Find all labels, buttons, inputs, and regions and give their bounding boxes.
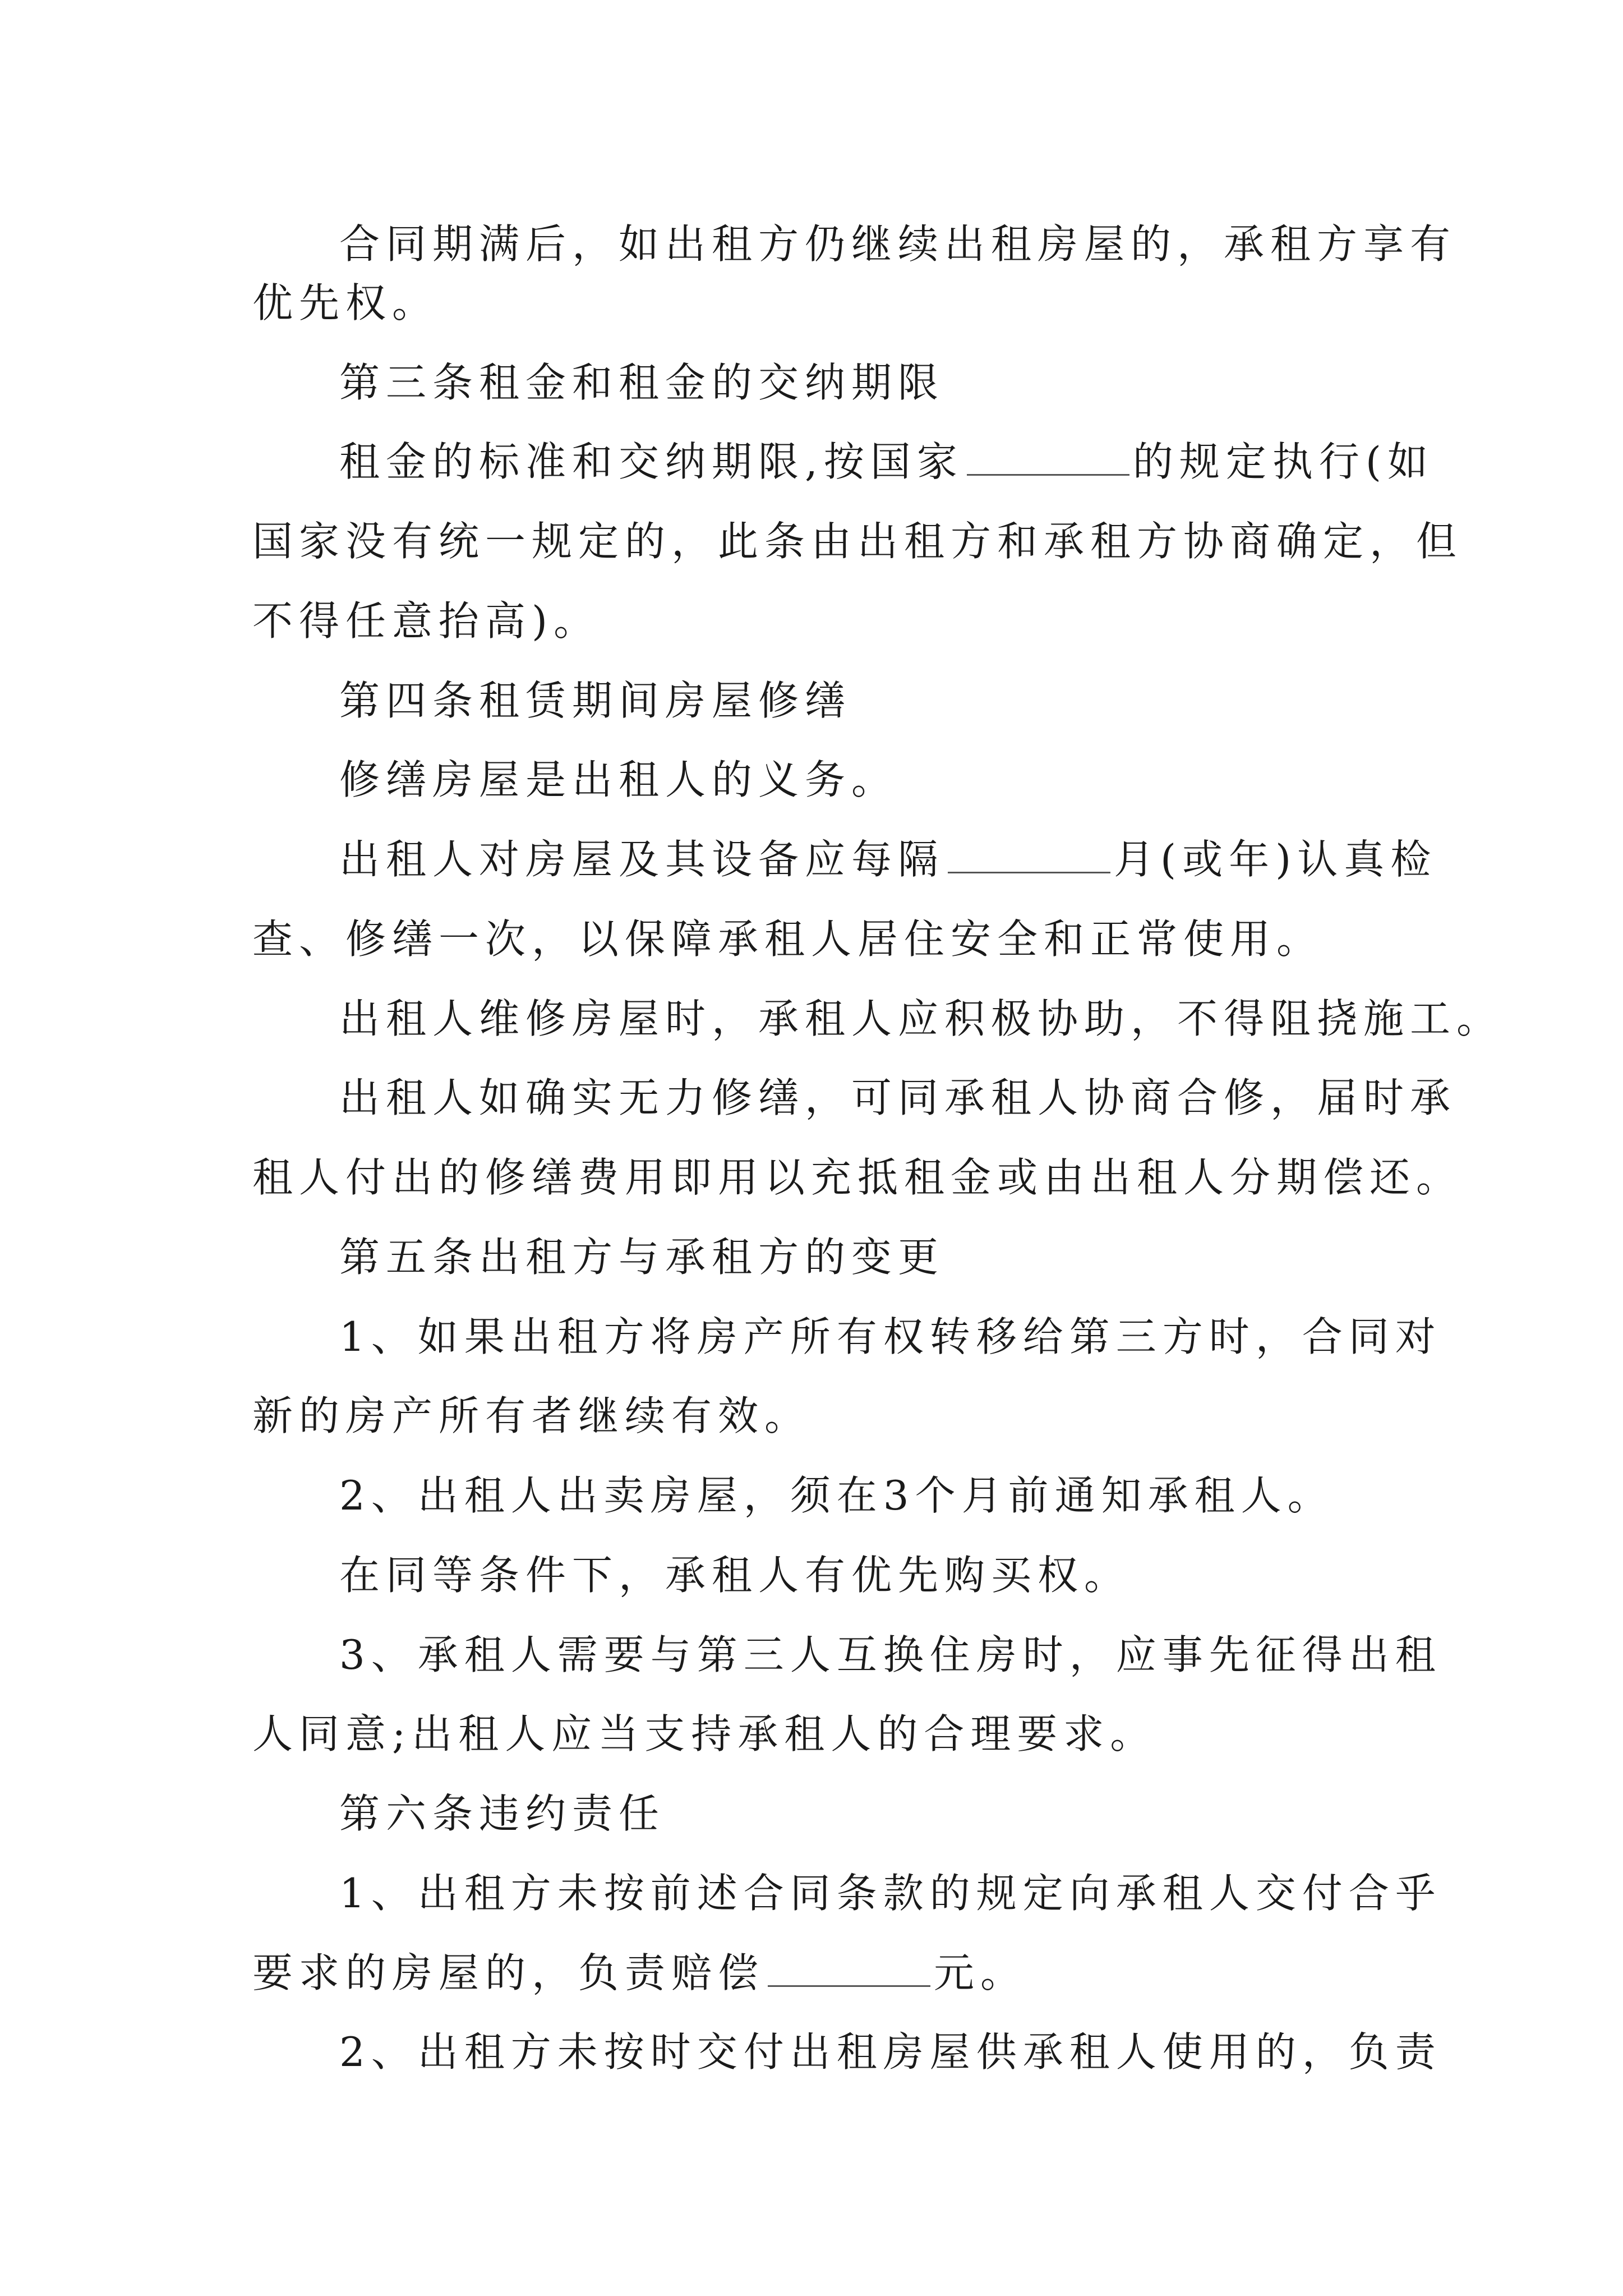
paragraph-line: 1、出租方未按前述合同条款的规定向承租人交付合乎 [339,1870,1442,1917]
section-heading: 第四条租赁期间房屋修缮 [339,677,852,724]
paragraph-line: 查、修缮一次，以保障承租人居住安全和正常使用。 [252,915,1324,963]
paragraph-line: 3、承租人需要与第三人互换住房时，应事先征得出租 [339,1631,1442,1678]
line-text: 元。 [934,1949,1027,1996]
line-text: 租金的标准和交纳期限,按国家 [339,438,963,485]
paragraph-line: 新的房产所有者继续有效。 [252,1392,811,1439]
fill-in-blank [967,440,1129,476]
paragraph-line: 2、出租人出卖房屋，须在3个月前通知承租人。 [339,1472,1334,1519]
paragraph-line: 修缮房屋是出租人的义务。 [339,756,898,803]
paragraph-line [252,1945,1027,2001]
line-text: 的规定执行(如 [1132,438,1434,485]
line-text: 月(或年)认真检 [1114,836,1437,883]
line-text: 出租人对房屋及其设备应每隔 [339,836,945,883]
paragraph-line: 人同意;出租人应当支持承租人的合理要求。 [252,1710,1157,1757]
fill-in-blank [948,838,1110,873]
paragraph-line: 不得任意抬高)。 [252,597,601,645]
paragraph-line [339,831,1437,887]
section-heading: 第三条租金和租金的交纳期限 [339,359,945,406]
paragraph-line: 出租人如确实无力修缮，可同承租人协商合修，届时承 [339,1074,1457,1121]
paragraph-line: 1、如果出租方将房产所有权转移给第三方时，合同对 [339,1313,1442,1360]
paragraph-line: 2、出租方未按时交付出租房屋供承租人使用的，负责 [339,2028,1442,2076]
paragraph-line: 出租人维修房屋时，承租人应积极协助，不得阻挠施工。 [339,995,1504,1042]
fill-in-blank [768,1952,930,1987]
paragraph-line [339,434,1434,490]
paragraph-line: 优先权。 [252,279,439,326]
paragraph-line: 国家没有统一规定的，此条由出租方和承租方协商确定，但 [252,518,1463,565]
paragraph-line: 合同期满后，如出租方仍继续出租房屋的，承租方享有 [339,220,1457,268]
section-heading: 第六条违约责任 [339,1790,666,1837]
paragraph-line: 在同等条件下，承租人有优先购买权。 [339,1552,1131,1599]
section-heading: 第五条出租方与承租方的变更 [339,1234,945,1281]
paragraph-line: 租人付出的修缮费用即用以充抵租金或由出租人分期偿还。 [252,1154,1463,1201]
line-text: 要求的房屋的，负责赔偿 [252,1949,765,1996]
